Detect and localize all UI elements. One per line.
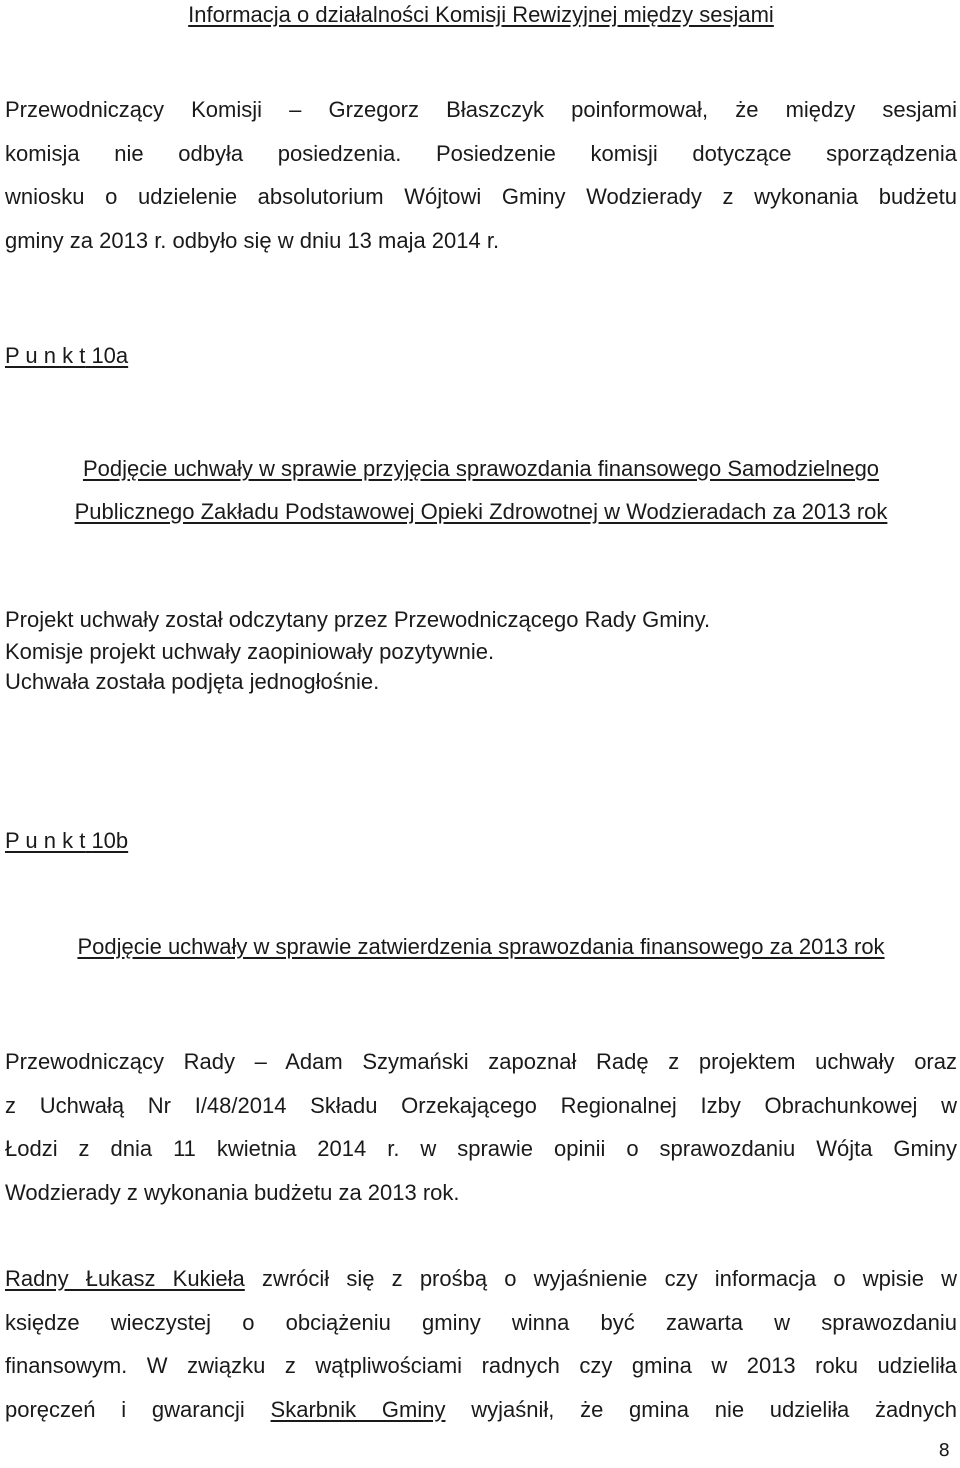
section-heading-10a [5, 340, 957, 372]
paragraph-line: finansowym. W związku z wątpliwościami radnych czy gmina w 2013 roku udzieliła [5, 1353, 957, 1378]
document-title-text: Informacja o działalności Komisji Rewizyjnej między sesjami [188, 2, 774, 27]
intro-line: Przewodniczący Komisji – Grzegorz Błaszczyk poinformował, że między sesjami [5, 97, 957, 122]
body-line: Projekt uchwały został odczytany przez Przewodniczącego Rady Gminy. [5, 607, 711, 632]
paragraph-line: Radny Łukasz Kukieła zwrócił się z prośbą o wyjaśnienie czy informacja o wpisie w [5, 1266, 957, 1291]
section-subject-10a [5, 447, 957, 533]
intro-line: gminy za 2013 r. odbyło się w dniu 13 maja 2014 r. [5, 227, 500, 253]
intro-line: wniosku o udzielenie absolutorium Wójtowi Gminy Wodzierady z wykonania budżetu [5, 184, 957, 209]
speaker-name: Radny Łukasz Kukieła [5, 1266, 245, 1291]
subject-line: Publicznego Zakładu Podstawowej Opieki Zdrowotnej w Wodzieradach za 2013 rok [74, 499, 888, 524]
paragraph-line: poręczeń i gwarancji Skarbnik Gminy wyjaśnił, że gmina nie udzieliła żadnych [5, 1396, 957, 1422]
heading-number: 10a [91, 343, 129, 368]
paragraph-line: Wodzierady z wykonania budżetu za 2013 rok. [5, 1179, 460, 1205]
section-heading-10b [5, 825, 957, 857]
intro-line: komisja nie odbyła posiedzenia. Posiedzenie komisji dotyczące sporządzenia [5, 140, 957, 166]
paragraph-line: z Uchwałą Nr I/48/2014 Składu Orzekającego Regionalnej Izby Obrachunkowej w [5, 1092, 957, 1118]
heading-word: P u n k t [5, 828, 86, 853]
document-title [5, 0, 957, 32]
heading-number: 10b [91, 828, 129, 853]
body-line: Komisje projekt uchwały zaopiniowały pozytywnie. [5, 639, 495, 664]
section-paragraph-10b-1 [5, 1040, 957, 1214]
intro-paragraph [5, 88, 957, 262]
section-heading-10a-text [5, 343, 128, 368]
body-line: Uchwała została podjęta jednogłośnie. [5, 669, 380, 694]
section-paragraph-10b-2 [5, 1257, 957, 1431]
section-heading-10b-text [5, 828, 128, 853]
paragraph-line: Przewodniczący Rady – Adam Szymański zapoznał Radę z projektem uchwały oraz [5, 1049, 957, 1074]
section-subject-10b [5, 930, 957, 964]
section-body-10a [5, 604, 957, 696]
paragraph-line: Łodzi z dnia 11 kwietnia 2014 r. w sprawie opinii o sprawozdaniu Wójta Gminy [5, 1136, 957, 1161]
subject-line: Podjęcie uchwały w sprawie przyjęcia sprawozdania finansowego Samodzielnego [82, 456, 880, 481]
treasurer-name: Skarbnik Gminy [270, 1396, 446, 1422]
subject-line: Podjęcie uchwały w sprawie zatwierdzenia sprawozdania finansowego za 2013 rok [77, 934, 885, 959]
page-number: 8 [938, 1440, 950, 1461]
paragraph-line: księdze wieczystej o obciążeniu gminy winna być zawarta w sprawozdaniu [5, 1309, 957, 1335]
heading-word: P u n k t [5, 343, 86, 368]
